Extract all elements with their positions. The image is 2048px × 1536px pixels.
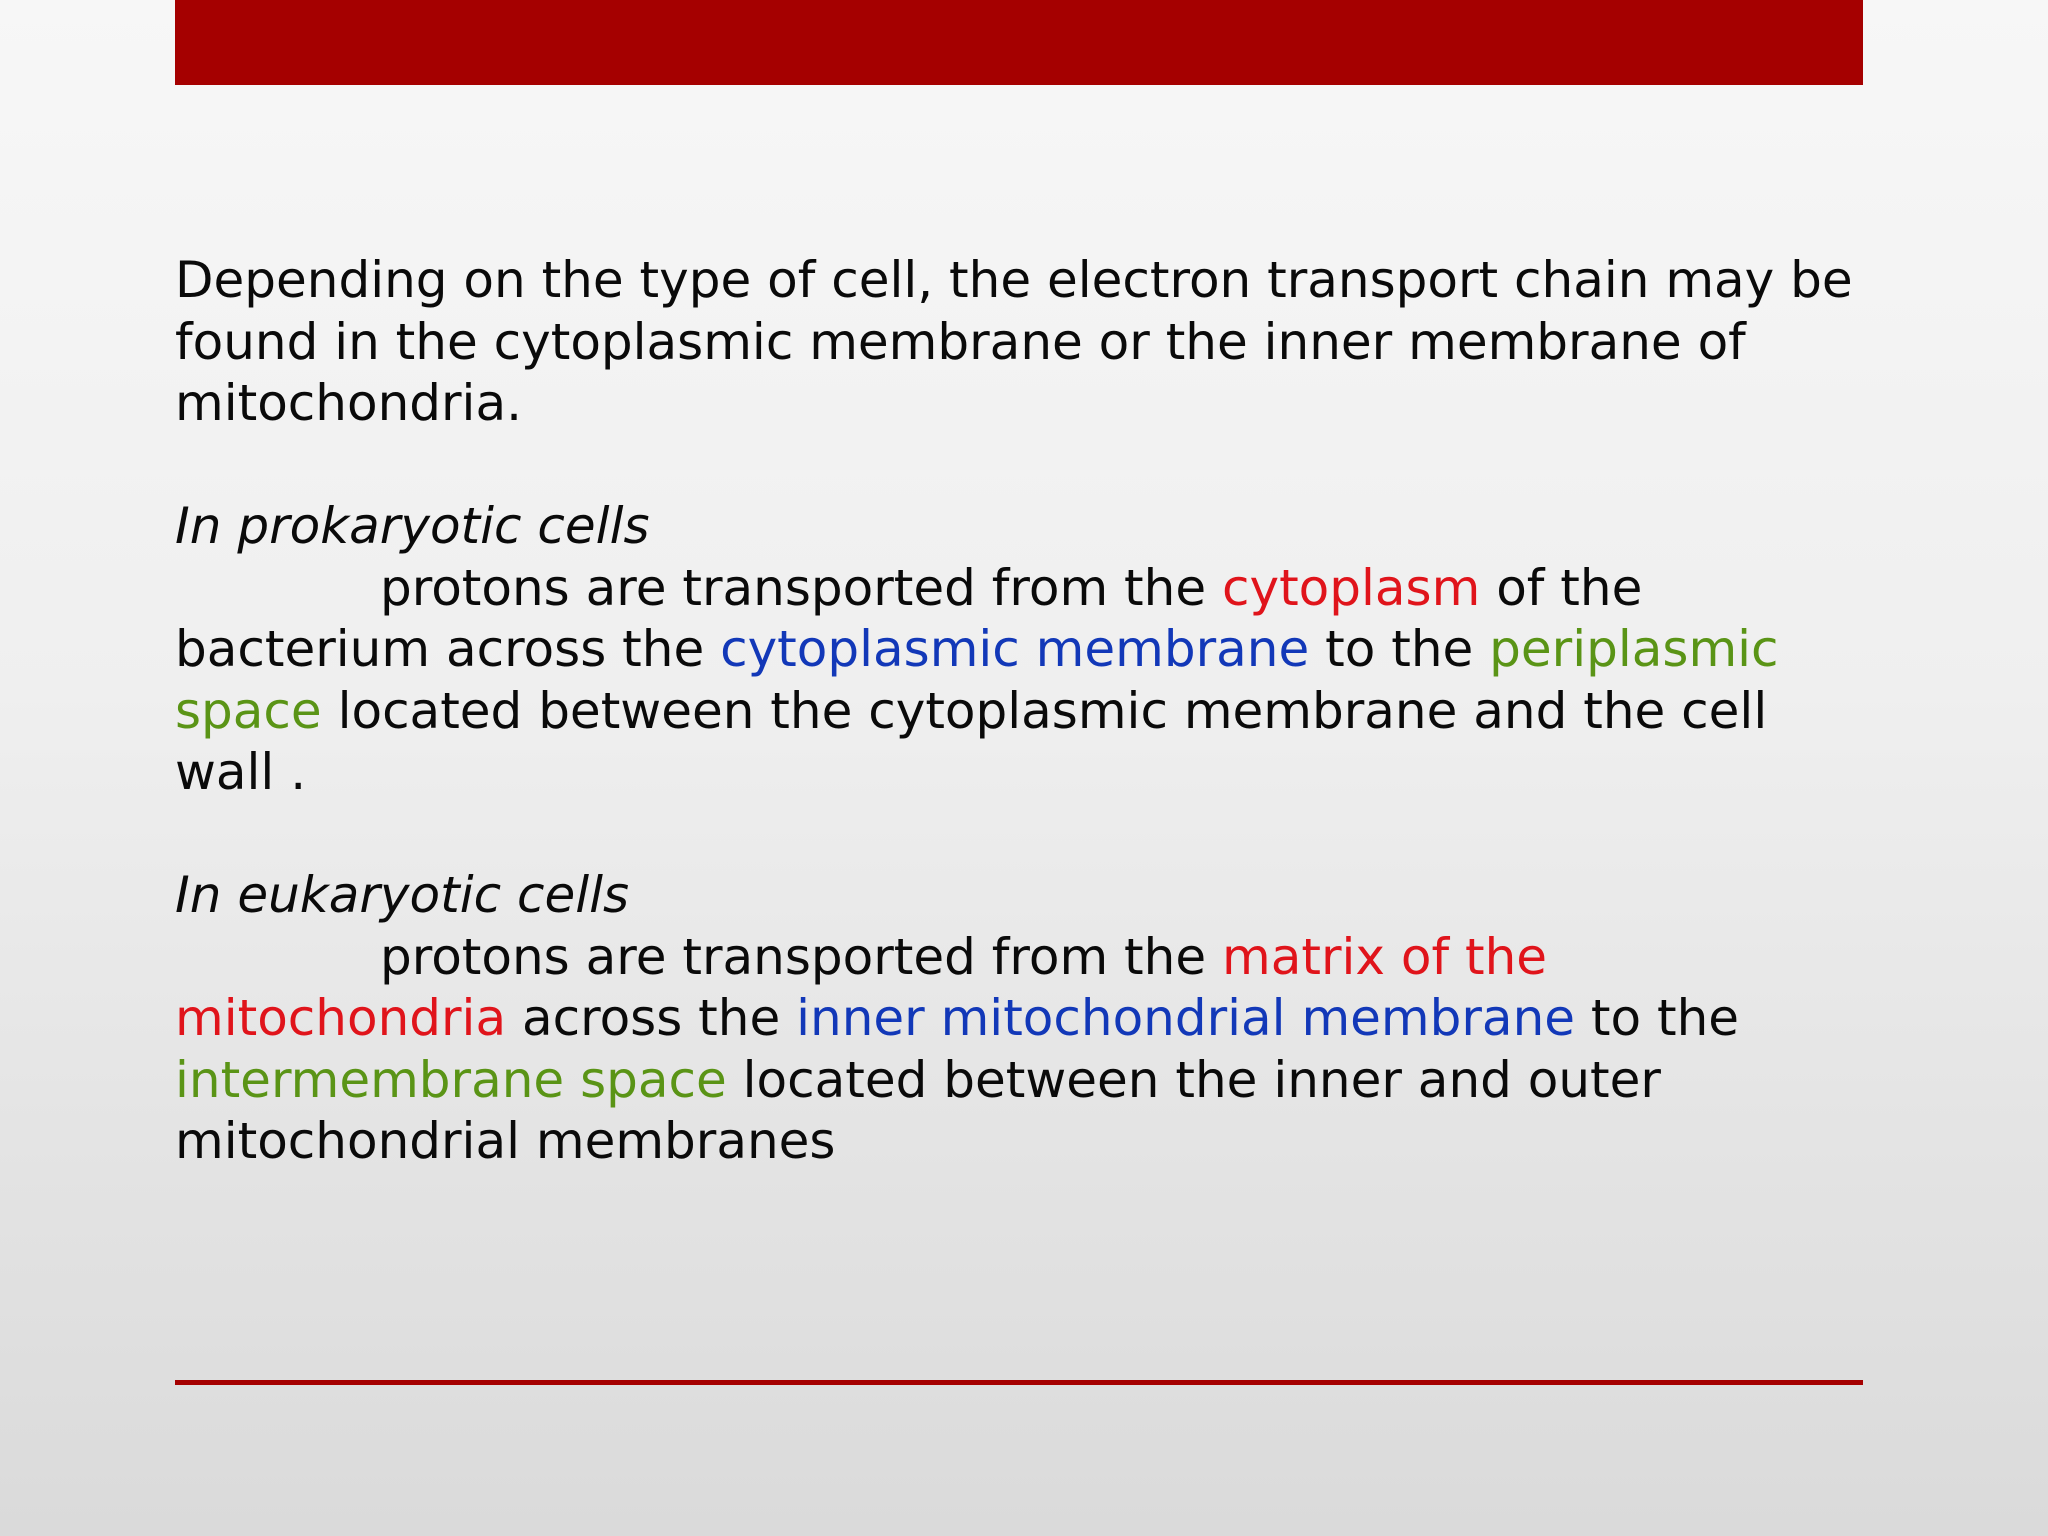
- prokaryotic-text-2: of the bacterium across the: [175, 558, 1643, 678]
- eukaryotic-text-3: to the: [1575, 989, 1740, 1047]
- title-bar: [175, 0, 1863, 85]
- prokaryotic-text-4: located between the cytoplasmic membrane and the cell wall .: [175, 681, 1768, 801]
- eukaryotic-text-2: across the: [506, 989, 797, 1047]
- eukaryotic-highlight-membrane: inner mitochondrial membrane: [796, 989, 1576, 1047]
- prokaryotic-highlight-cytoplasm: cytoplasm: [1222, 558, 1481, 617]
- eukaryotic-paragraph: [175, 927, 1875, 1173]
- eukaryotic-text-1: protons are transported from the: [380, 927, 1222, 986]
- prokaryotic-highlight-membrane: cytoplasmic membrane: [720, 620, 1310, 678]
- prokaryotic-text-1: protons are transported from the: [380, 558, 1222, 617]
- paragraph-spacer: [175, 435, 1875, 497]
- footer-rule: [175, 1380, 1863, 1385]
- intro-paragraph: Depending on the type of cell, the electron transport chain may be found in the cytoplasmic membrane or the inner membrane of mitochondria.: [175, 251, 1853, 432]
- prokaryotic-text-3: to the: [1309, 620, 1490, 678]
- paragraph-spacer: [175, 804, 1875, 866]
- slide-body: [175, 250, 1875, 1173]
- prokaryotic-paragraph: [175, 558, 1875, 804]
- prokaryotic-heading: In prokaryotic cells: [175, 497, 650, 555]
- eukaryotic-heading: In eukaryotic cells: [175, 866, 630, 924]
- eukaryotic-highlight-matrix: matrix of the mitochondria: [175, 927, 1548, 1047]
- eukaryotic-highlight-space: intermembrane space: [175, 1050, 727, 1109]
- eukaryotic-text-4: located between the inner and outer mitochondrial membranes: [175, 1050, 1661, 1170]
- prokaryotic-highlight-space: periplasmic space: [175, 620, 1779, 740]
